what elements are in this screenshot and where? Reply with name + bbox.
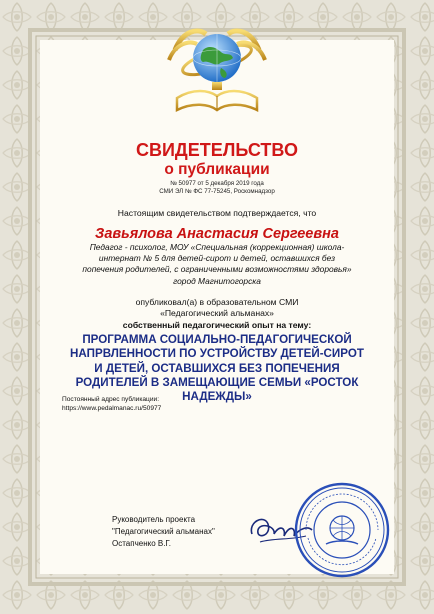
address-label: Постоянный адрес публикации:: [62, 396, 160, 403]
publication-topic: ПРОГРАММА СОЦИАЛЬНО-ПЕДАГОГИЧЕСКОЙ НАПРВЛЕННОСТИ ПО УСТРОЙСТВУ ДЕТЕЙ-СИРОТ И ДЕТЕЙ, ОСТАВШИХСЯ БЕЗ ПОПЕЧЕНИЯ РОДИТЕЛЕЙ В ЗАМЕЩАЮЩИЕ СЕМЬИ «РОСТОК НАДЕЖДЫ»: [70, 333, 364, 404]
publication-url[interactable]: https://www.pedalmanac.ru/50977: [62, 405, 162, 412]
certificate-number: № 50977 от 5 декабря 2019 года: [170, 180, 264, 187]
journal-name: «Педагогический альманах»: [160, 308, 274, 318]
signer-role: Руководитель проекта: [112, 515, 196, 524]
experience-label: собственный педагогический опыт на тему:: [122, 320, 312, 330]
recipient-name: Завьялова Анастасия Сергеевна: [95, 226, 339, 242]
confirm-text: Настоящим свидетельством подтверждается, что: [117, 208, 317, 218]
signer-project: "Педагогический альманах": [112, 527, 215, 536]
official-seal-icon: [292, 480, 392, 580]
recipient-description: Педагог - психолог, МОУ «Специальная (коррекционная) школа-интернат № 5 для детей-сирот и детей, оставшихся без попечения родителей, с ограниченными возможностями здоровья» город Магнитогорска: [82, 242, 352, 286]
certificate-title: СВИДЕТЕЛЬСТВО: [136, 140, 298, 160]
smi-registration: СМИ ЭЛ № ФС 77-75245, Роскомнадзор: [159, 188, 275, 195]
signer-name: Остапченко В.Г.: [112, 539, 172, 548]
globe-book-emblem-icon: [163, 20, 271, 120]
certificate-subtitle: о публикации: [164, 161, 270, 178]
published-line: опубликовал(а) в образовательном СМИ: [135, 297, 299, 307]
